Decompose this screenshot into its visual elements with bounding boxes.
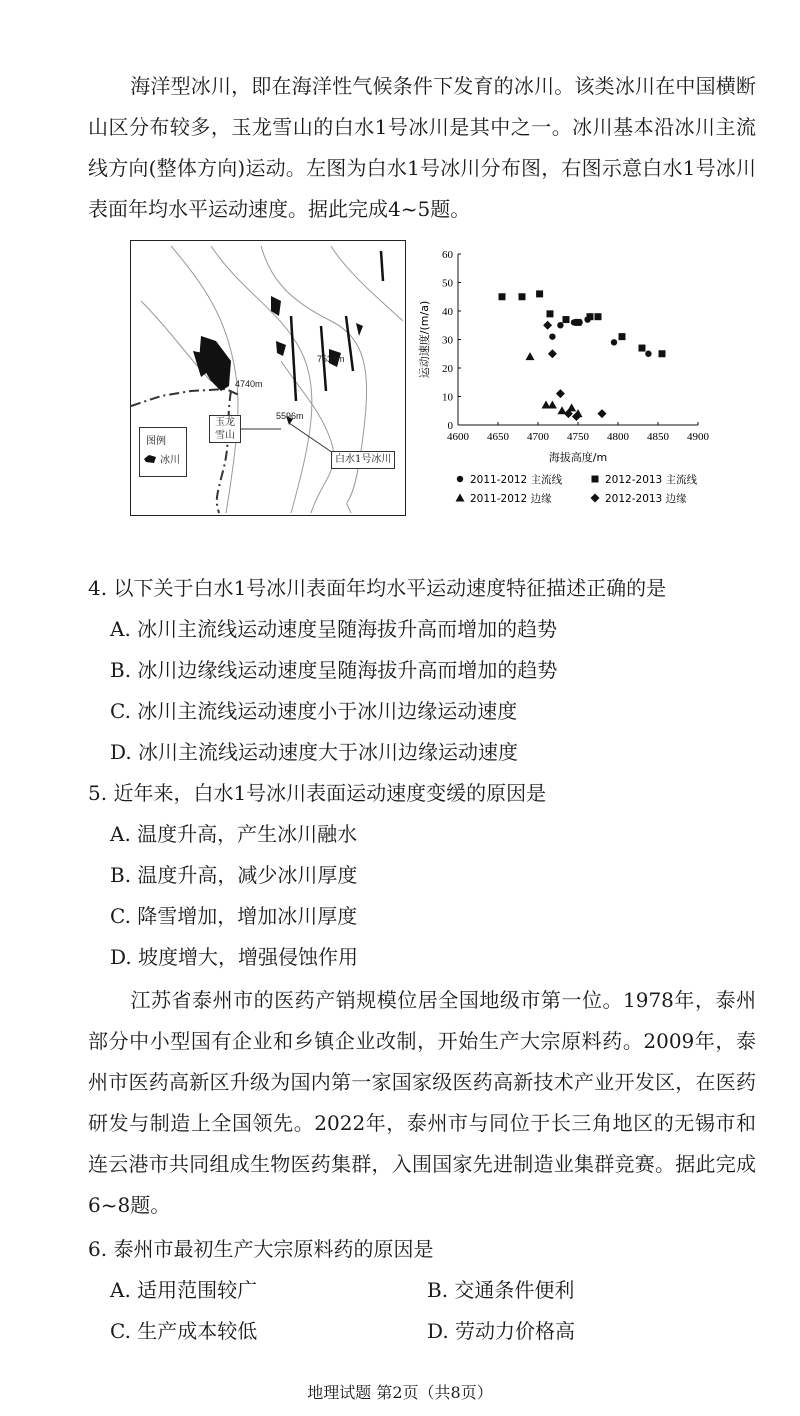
- point-square: [587, 313, 594, 320]
- legend-item-label: 冰川: [160, 455, 180, 466]
- point-circle: [645, 351, 651, 357]
- legend-label: 2012-2013 主流线: [605, 474, 698, 486]
- y-tick-label: 30: [442, 334, 453, 347]
- point-square: [619, 333, 626, 340]
- q6-stem: 6. 泰州市最初生产大宗原料药的原因是: [88, 1237, 434, 1261]
- point-square: [563, 316, 570, 323]
- x-tick-label: 4600: [447, 431, 469, 443]
- chart-marks: [499, 290, 666, 421]
- q5-option-a[interactable]: A. 温度升高，产生冰川融水: [110, 822, 358, 846]
- point-diamond: [543, 321, 552, 330]
- glacier-velocity-chart: [410, 240, 740, 530]
- legend-marker-triangle: [456, 494, 465, 502]
- y-tick-label: 20: [442, 363, 453, 375]
- point-square: [575, 319, 582, 326]
- peak-label-7538: 7538m: [317, 354, 345, 364]
- point-triangle: [526, 352, 535, 360]
- point-square: [639, 345, 646, 352]
- q4-option-a[interactable]: A. 冰川主流线运动速度呈随海拔升高而增加的趋势: [110, 617, 558, 641]
- point-circle: [611, 339, 617, 345]
- point-square: [547, 310, 554, 317]
- legend-marker-circle: [457, 476, 463, 482]
- point-diamond: [598, 409, 607, 418]
- point-square: [519, 293, 526, 300]
- q4-option-d[interactable]: D. 冰川主流线运动速度大于冰川边缘运动速度: [110, 740, 519, 764]
- y-axis-label: 运动速度/(m/a): [418, 300, 431, 379]
- chart-svg: [410, 240, 740, 530]
- peak-label-5596: 5596m: [276, 411, 304, 421]
- point-square: [595, 313, 602, 320]
- peak-label-4740: 4740m: [235, 379, 263, 389]
- x-tick-label: 4900: [687, 431, 709, 443]
- q6-option-c[interactable]: C. 生产成本较低: [110, 1319, 258, 1343]
- passage-glacier-text: 海洋型冰川，即在海洋性气候条件下发育的冰川。该类冰川在中国横断山区分布较多，玉龙雪山的白水1号冰川是其中之一。冰川基本沿冰川主流线方向(整体方向)运动。左图为白水1号冰川分布图，右图示意白水1号冰川表面年均水平运动速度。据此完成4~5题。: [88, 74, 756, 221]
- y-tick-label: 40: [442, 306, 453, 318]
- legend-label: 2012-2013 边缘: [605, 493, 687, 505]
- y-tick-label: 0: [447, 420, 453, 432]
- q6-option-d[interactable]: D. 劳动力价格高: [427, 1319, 576, 1343]
- x-tick-label: 4800: [607, 431, 629, 443]
- legend-marker-diamond: [591, 494, 600, 503]
- map-legend: [139, 427, 187, 477]
- q5-option-b[interactable]: B. 温度升高，减少冰川厚度: [110, 863, 358, 887]
- point-diamond: [548, 349, 557, 358]
- point-square: [536, 290, 543, 297]
- passage-glacier: [88, 66, 756, 230]
- legend-label: 2011-2012 主流线: [470, 474, 563, 486]
- q4-stem: 4. 以下关于白水1号冰川表面年均水平运动速度特征描述正确的是: [88, 576, 667, 600]
- glacier-legend-icon: [143, 454, 157, 464]
- x-tick-label: 4700: [527, 431, 549, 443]
- chart-axes: [417, 249, 710, 464]
- q5-option-c[interactable]: C. 降雪增加，增加冰川厚度: [110, 904, 358, 928]
- page-footer: 地理试题 第2页（共8页）: [307, 1383, 493, 1402]
- q6-option-a[interactable]: A. 适用范围较广: [110, 1278, 258, 1302]
- chart-legend: [456, 473, 698, 505]
- baishui-glacier-label: 白水1号冰川: [331, 451, 395, 469]
- x-tick-label: 4650: [487, 431, 509, 443]
- legend-marker-square: [592, 476, 599, 483]
- passage-taizhou: [88, 980, 756, 1226]
- y-tick-label: 60: [442, 249, 453, 261]
- passage-taizhou-text: 江苏省泰州市的医药产销规模位居全国地级市第一位。1978年，泰州部分中小型国有企业和乡镇企业改制，开始生产大宗原料药。2009年，泰州市医药高新区升级为国内第一家国家级医药高新技术产业开发区，在医药研发与制造上全国领先。2022年，泰州市与同位于长三角地区的无锡市和连云港市共同组成生物医药集群，入围国家先进制造业集群竞赛。据此完成6~8题。: [88, 988, 756, 1217]
- glacier-distribution-map: [130, 240, 406, 516]
- q5-option-d[interactable]: D. 坡度增大，增强侵蚀作用: [110, 945, 359, 969]
- x-tick-label: 4850: [647, 431, 669, 443]
- point-triangle: [548, 401, 557, 409]
- legend-title: 图例: [146, 436, 166, 447]
- q5-stem: 5. 近年来，白水1号冰川表面运动速度变缓的原因是: [88, 781, 547, 805]
- y-tick-label: 10: [442, 391, 453, 404]
- x-tick-label: 4750: [567, 431, 589, 443]
- x-axis-label: 海拔高度/m: [548, 451, 608, 464]
- point-square: [499, 293, 506, 300]
- y-tick-label: 50: [442, 277, 453, 290]
- q4-option-c[interactable]: C. 冰川主流线运动速度小于冰川边缘运动速度: [110, 699, 518, 723]
- point-circle: [549, 333, 555, 339]
- point-square: [659, 350, 666, 357]
- q4-option-b[interactable]: B. 冰川边缘线运动速度呈随海拔升高而增加的趋势: [110, 658, 558, 682]
- yulong-label: 玉龙 雪山: [209, 415, 241, 443]
- point-diamond: [556, 389, 565, 398]
- q6-option-b[interactable]: B. 交通条件便利: [427, 1278, 575, 1302]
- legend-label: 2011-2012 边缘: [470, 493, 552, 505]
